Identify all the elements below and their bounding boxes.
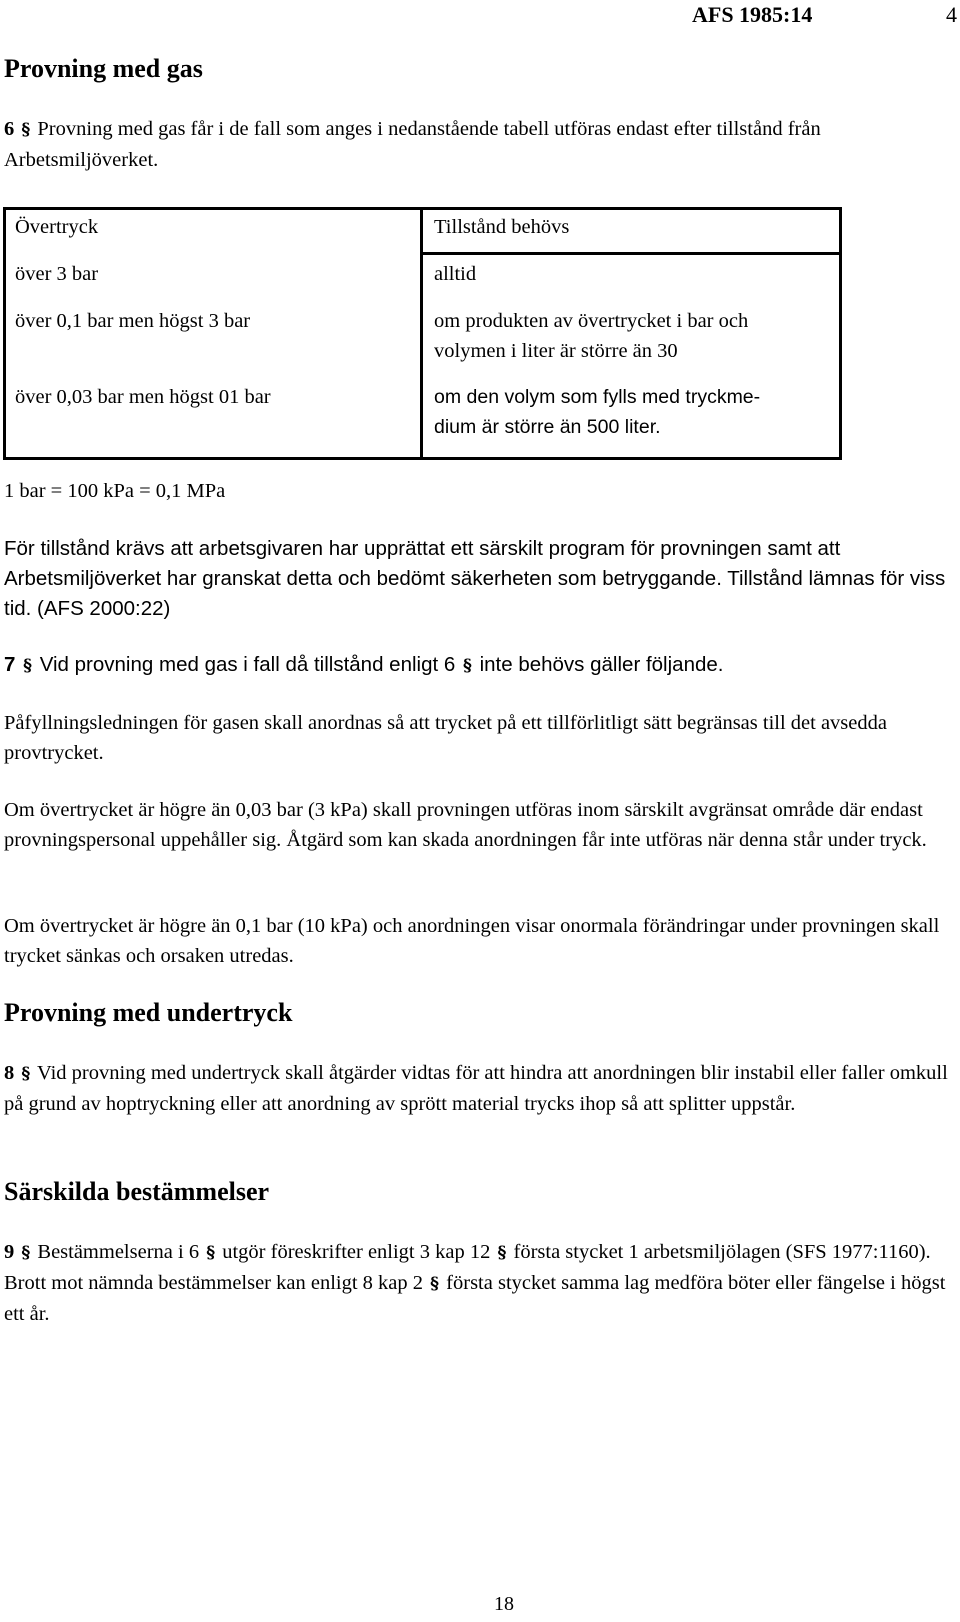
section-sign: § (462, 656, 472, 676)
paragraph-number: 6 (4, 118, 15, 140)
paragraph-7-fill-line: Påfyllningsledningen för gasen skall anordnas så att trycket på ett tillförlitligt sätt begränsas till det avsedda provtrycket. (4, 712, 887, 764)
table-cell-permit: om produkten av övertrycket i bar och (434, 310, 749, 332)
paragraph-number: 9 (4, 1241, 15, 1263)
paragraph-text: Vid provning med gas i fall då tillstånd enligt 6 (39, 653, 456, 676)
paragraph-6 (4, 114, 954, 175)
paragraph-text: första stycket samma lag medföra böter eller fängelse i högst ett år. (4, 1272, 946, 1325)
section-sign: § (430, 1274, 440, 1294)
section-sign: § (23, 656, 32, 676)
section-sign: § (21, 1064, 31, 1084)
paragraph-text: inte behövs gäller följande. (479, 653, 724, 676)
paragraph-number: 8 (4, 1062, 15, 1084)
table-cell-pressure: över 0,03 bar men högst 01 bar (15, 386, 271, 408)
section-sign: § (21, 1243, 31, 1263)
section-heading-vacuum: Provning med undertryck (4, 998, 293, 1027)
paragraph-text: Provning med gas får i de fall som anges i nedanstående tabell utföras endast efter tillstånd från Arbetsmiljöverket. (4, 118, 821, 171)
unit-note: 1 bar = 100 kPa = 0,1 MPa (4, 480, 226, 502)
footer-page-number: 18 (494, 1593, 514, 1615)
paragraph-7 (4, 650, 954, 681)
table-cell-permit: volymen i liter är större än 30 (434, 340, 678, 362)
table-cell-pressure: över 3 bar (15, 263, 99, 285)
document-code: AFS 1985:14 (692, 2, 813, 27)
paragraph-7-abnormal-changes: Om övertrycket är högre än 0,1 bar (10 kPa) och anordningen visar onormala förändringar under provningen skall trycket sänkas och orsaken utredas. (4, 915, 940, 967)
permit-paragraph: För tillstånd krävs att arbetsgivaren har upprättat ett särskilt program för provningen samt att Arbetsmiljöverket har granskat detta och bedömt säkerheten som betryggande. Tillstånd lämnas för viss tid. (AFS 2000:22) (4, 537, 946, 620)
paragraph-9 (4, 1237, 954, 1329)
paragraph-text: Bestämmelserna i 6 (37, 1241, 200, 1263)
table-cell-permit: alltid (434, 263, 477, 285)
paragraph-8 (4, 1058, 954, 1119)
paragraph-7-restricted-area: Om övertrycket är högre än 0,03 bar (3 kPa) skall provningen utföras inom särskilt avgränsat område där endast provningspersonal uppehåller sig. Åtgärd som kan skada anordningen får inte utföras när denna står under tryck. (4, 799, 927, 851)
paragraph-text: utgör föreskrifter enligt 3 kap 12 (222, 1241, 491, 1263)
table-header-permit: Tillstånd behövs (434, 216, 570, 238)
table-header-pressure: Övertryck (15, 216, 99, 238)
paragraph-text: första stycket 1 arbetsmiljölagen (SFS 1977:1160). Brott mot nämnda bestämmelser kan enligt 8 kap 2 (4, 1241, 931, 1294)
section-sign: § (206, 1243, 216, 1263)
section-heading-gas: Provning med gas (4, 54, 203, 83)
table-cell-permit: om den volym som fylls med tryckme- (434, 386, 761, 408)
paragraph-number: 7 (4, 653, 16, 676)
paragraph-text: Vid provning med undertryck skall åtgärder vidtas för att hindra att anordningen blir instabil eller faller omkull på grund av hoptryckning eller att anordning av sprött material trycks ihop så att splitter uppstår. (4, 1062, 948, 1115)
page-number: 4 (946, 2, 957, 27)
section-sign: § (21, 120, 31, 140)
table-header-divider (420, 252, 842, 255)
table-cell-permit: dium är större än 500 liter. (434, 416, 661, 438)
section-sign: § (497, 1243, 507, 1263)
table-cell-pressure: över 0,1 bar men högst 3 bar (15, 310, 251, 332)
section-heading-special: Särskilda bestämmelser (4, 1177, 270, 1206)
